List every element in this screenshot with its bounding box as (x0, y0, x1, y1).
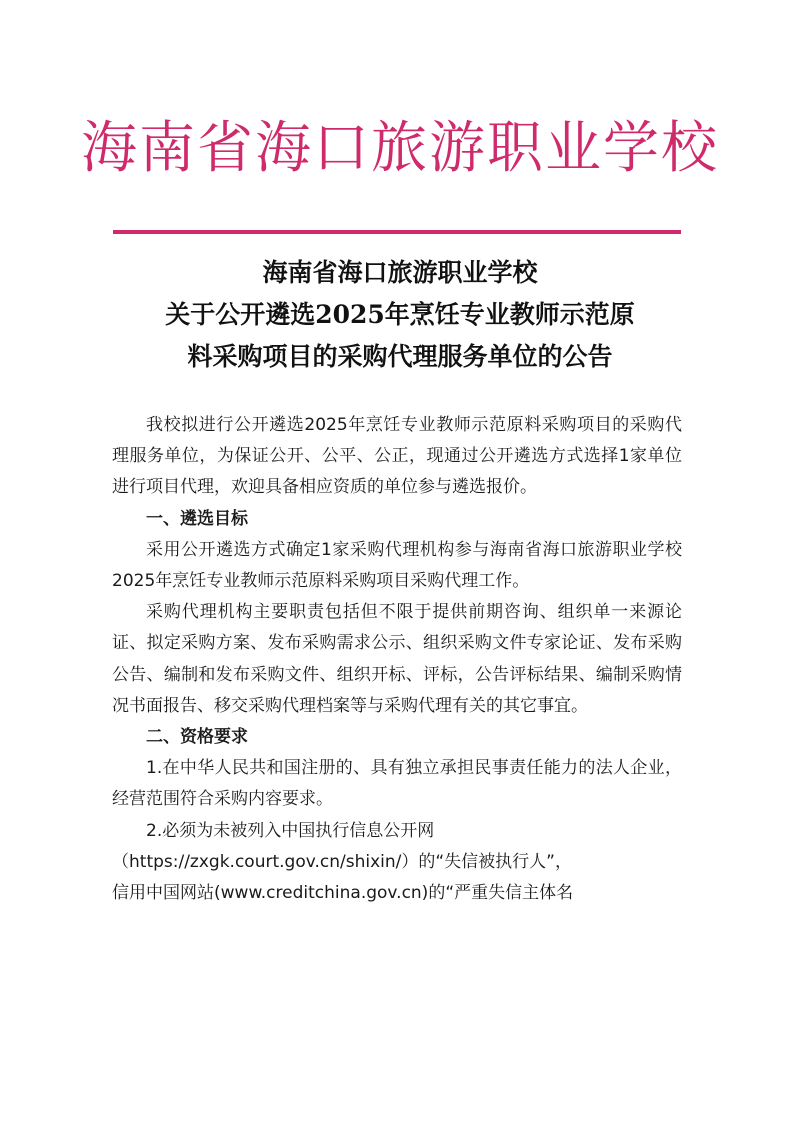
title-line-2: 关于公开遴选2025年烹饪专业教师示范原 (165, 300, 635, 329)
intro-paragraph: 我校拟进行公开遴选2025年烹饪专业教师示范原料采购项目的采购代理服务单位，为保证公开、公平、公正，现通过公开遴选方式选择1家单位进行项目代理，欢迎具备相应资质的单位参与遴选报价。 (112, 415, 682, 498)
document-body (112, 410, 682, 909)
qualification-item-2-line-1: 2.必须为未被列入中国执行信息公开网 (146, 820, 435, 841)
masthead-divider (113, 230, 681, 234)
document-title (100, 252, 700, 378)
selection-goal-paragraph: 采用公开遴选方式确定1家采购代理机构参与海南省海口旅游职业学校2025年烹饪专业教师示范原料采购项目采购代理工作。 (112, 539, 682, 592)
title-line-3: 料采购项目的采购代理服务单位的公告 (187, 342, 613, 371)
masthead-school-name: 海南省海口旅游职业学校 (81, 116, 719, 181)
title-line-1: 海南省海口旅游职业学校 (262, 258, 538, 287)
qualification-item-1: 1.在中华人民共和国注册的、具有独立承担民事责任能力的法人企业，经营范围符合采购内容要求。 (112, 758, 682, 810)
section-heading-selection-goal: 一、遴选目标 (146, 508, 248, 529)
agency-duties-paragraph: 采购代理机构主要职责包括但不限于提供前期咨询、组织单一来源论证、拟定采购方案、发布采购需求公示、组织采购文件专家论证、发布采购公告、编制和发布采购文件、组织开标、评标，公告评标结果、编制采购情况书面报告、移交采购代理档案等与采购代理有关的其它事宜。 (112, 602, 682, 716)
section-heading-qualifications: 二、资格要求 (146, 727, 248, 748)
qualification-item-2-line-3: 信用中国网站(www.creditchina.gov.cn)的“严重失信主体名 (112, 883, 574, 904)
qualification-item-2-line-2: （https://zxgk.court.gov.cn/shixin/）的“失信被执行人”， (112, 851, 572, 872)
